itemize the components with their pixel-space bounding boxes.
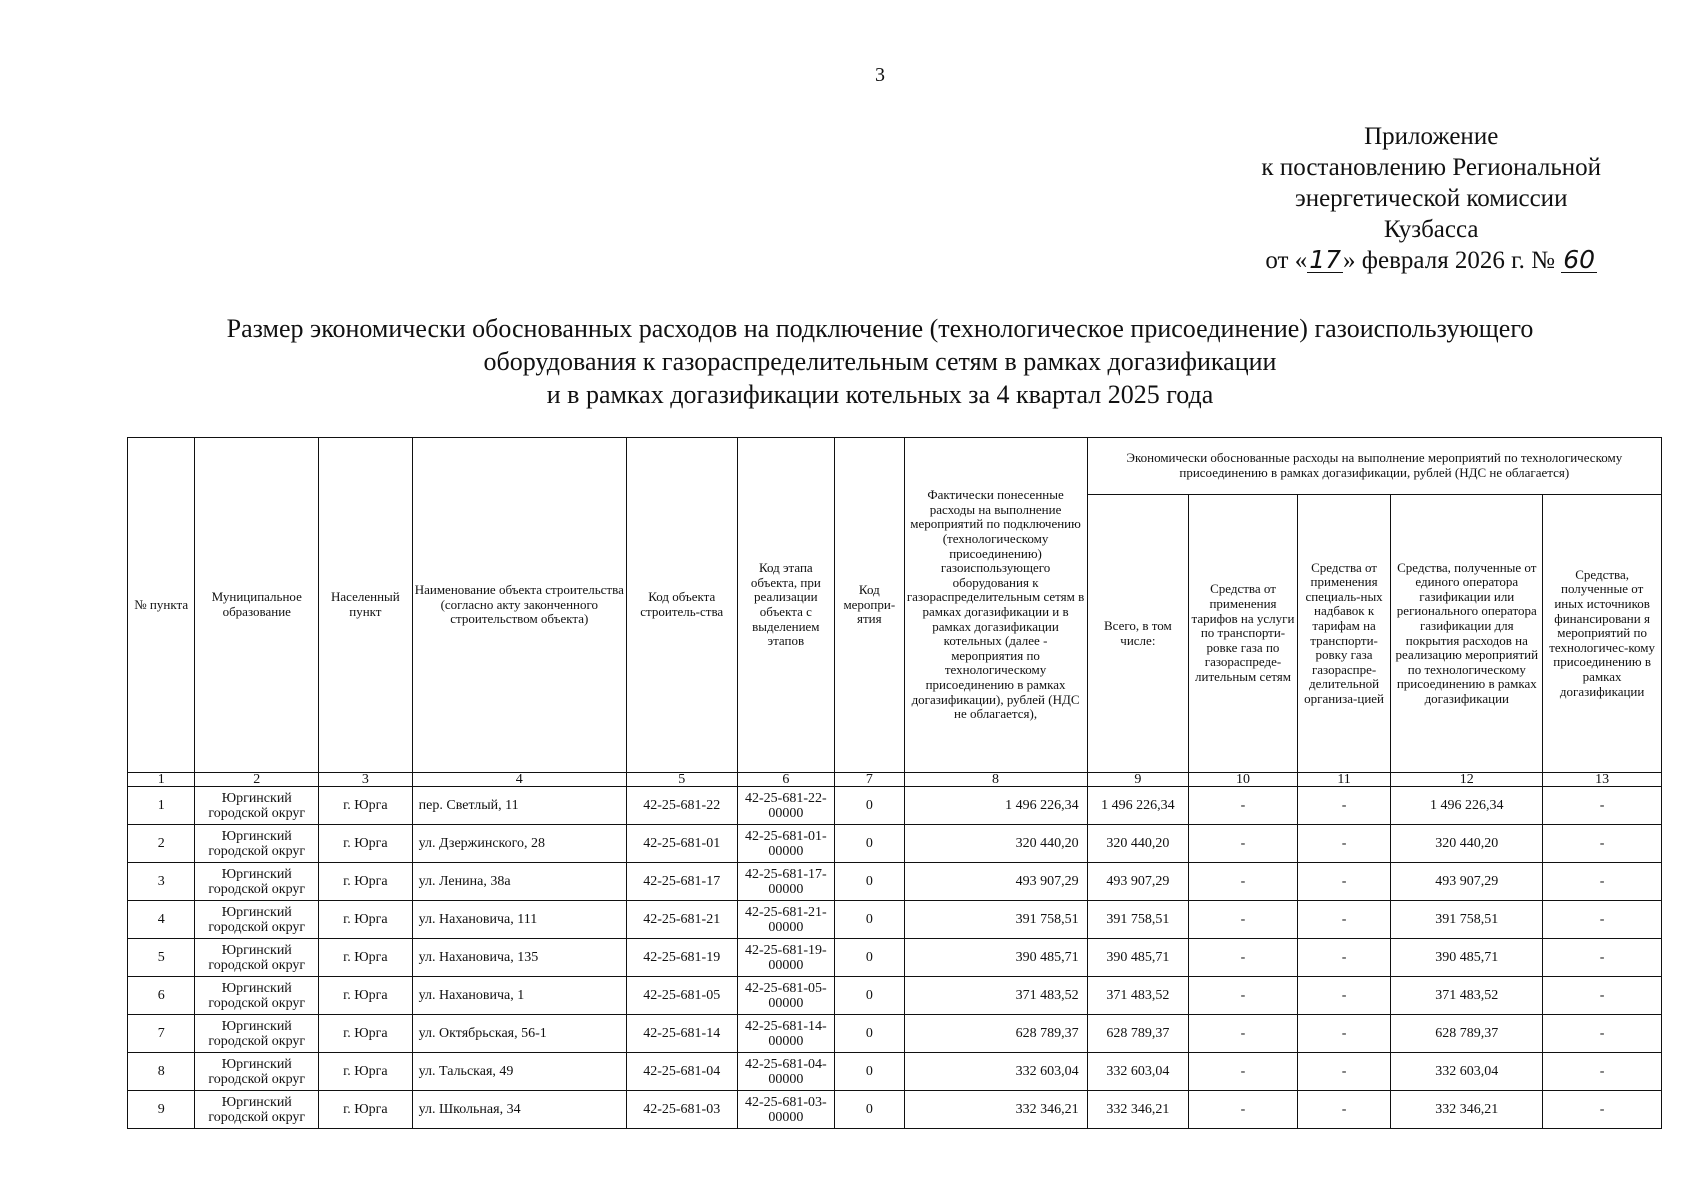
cell-markup-funds: - xyxy=(1297,977,1391,1015)
header-col-3: Населенный пункт xyxy=(319,438,413,773)
cell-object-code: 42-25-681-01 xyxy=(626,825,737,863)
title-line-2: оборудования к газораспределительным сетям в рамках догазификации xyxy=(483,347,1277,376)
cell-other-funds: - xyxy=(1543,939,1662,977)
cell-event-code: 0 xyxy=(835,1053,904,1091)
cell-object-code: 42-25-681-14 xyxy=(626,1015,737,1053)
cell-other-funds: - xyxy=(1543,825,1662,863)
table-row xyxy=(128,1091,1662,1129)
cell-settlement: г. Юрга xyxy=(319,863,413,901)
column-number: 8 xyxy=(904,773,1087,787)
cell-event-code: 0 xyxy=(835,1015,904,1053)
table-row xyxy=(128,787,1662,825)
cell-actual-costs: 390 485,71 xyxy=(904,939,1087,977)
cell-municipality: Юргинский городской округ xyxy=(195,863,319,901)
appendix-line-3: энергетической комиссии xyxy=(1294,185,1568,212)
cell-tariff-funds: - xyxy=(1189,939,1298,977)
cell-event-code: 0 xyxy=(835,825,904,863)
cell-operator-funds: 1 496 226,34 xyxy=(1391,787,1543,825)
header-col-11: Средства от применения специаль-ных надбавок к тарифам на транспорти-ровку газа газораспре-делительной организа-цией xyxy=(1297,495,1391,773)
cell-settlement: г. Юрга xyxy=(319,1053,413,1091)
cell-operator-funds: 628 789,37 xyxy=(1391,1015,1543,1053)
cell-object: ул. Октябрьская, 56-1 xyxy=(412,1015,626,1053)
column-number: 2 xyxy=(195,773,319,787)
cell-markup-funds: - xyxy=(1297,1053,1391,1091)
appendix-date-line xyxy=(1261,245,1601,276)
appendix-block xyxy=(1261,121,1601,276)
cell-operator-funds: 391 758,51 xyxy=(1391,901,1543,939)
cell-actual-costs: 371 483,52 xyxy=(904,977,1087,1015)
table-body xyxy=(128,787,1662,1129)
appendix-line-1: Приложение xyxy=(1364,123,1499,150)
cell-number: 2 xyxy=(128,825,195,863)
cell-object: ул. Школьная, 34 xyxy=(412,1091,626,1129)
header-col-4: Наименование объекта строительства (согласно акту законченного строительством объекта) xyxy=(412,438,626,773)
cell-event-code: 0 xyxy=(835,863,904,901)
cell-number: 4 xyxy=(128,901,195,939)
cell-number: 5 xyxy=(128,939,195,977)
cell-actual-costs: 332 603,04 xyxy=(904,1053,1087,1091)
header-col-7: Код меропри-ятия xyxy=(835,438,904,773)
cell-event-code: 0 xyxy=(835,977,904,1015)
cell-object-code: 42-25-681-03 xyxy=(626,1091,737,1129)
cell-object: ул. Ленина, 38а xyxy=(412,863,626,901)
cell-markup-funds: - xyxy=(1297,787,1391,825)
cell-object: ул. Нахановича, 1 xyxy=(412,977,626,1015)
table-row xyxy=(128,939,1662,977)
cell-total: 332 346,21 xyxy=(1087,1091,1189,1129)
cell-object-code: 42-25-681-17 xyxy=(626,863,737,901)
cell-other-funds: - xyxy=(1543,977,1662,1015)
cell-operator-funds: 332 346,21 xyxy=(1391,1091,1543,1129)
document-title xyxy=(140,312,1620,411)
header-col-10: Средства от применения тарифов на услуги по транспорти-ровке газа по газораспреде-лительным сетям xyxy=(1189,495,1298,773)
cell-tariff-funds: - xyxy=(1189,825,1298,863)
cell-object-code: 42-25-681-05 xyxy=(626,977,737,1015)
cell-actual-costs: 332 346,21 xyxy=(904,1091,1087,1129)
header-col-2: Муниципальное образование xyxy=(195,438,319,773)
handwritten-number: 60 xyxy=(1563,245,1596,274)
table-row xyxy=(128,1053,1662,1091)
cell-total: 1 496 226,34 xyxy=(1087,787,1189,825)
cell-municipality: Юргинский городской округ xyxy=(195,1015,319,1053)
cell-number: 9 xyxy=(128,1091,195,1129)
cell-stage-code: 42-25-681-05-00000 xyxy=(737,977,835,1015)
title-line-1: Размер экономически обоснованных расходов на подключение (технологическое присоединение) газоиспользующего xyxy=(226,314,1534,343)
table-row xyxy=(128,863,1662,901)
cell-total: 332 603,04 xyxy=(1087,1053,1189,1091)
cell-event-code: 0 xyxy=(835,939,904,977)
handwritten-day: 17 xyxy=(1309,245,1342,274)
column-number: 3 xyxy=(319,773,413,787)
cell-tariff-funds: - xyxy=(1189,1053,1298,1091)
cell-object-code: 42-25-681-19 xyxy=(626,939,737,977)
cell-number: 1 xyxy=(128,787,195,825)
cell-actual-costs: 493 907,29 xyxy=(904,863,1087,901)
column-numbers-row xyxy=(128,773,1662,787)
cell-stage-code: 42-25-681-17-00000 xyxy=(737,863,835,901)
cell-object: ул. Нахановича, 111 xyxy=(412,901,626,939)
page-number: 3 xyxy=(875,64,885,86)
cell-settlement: г. Юрга xyxy=(319,1091,413,1129)
title-line-3: и в рамках догазификации котельных за 4 квартал 2025 года xyxy=(546,380,1214,409)
header-group: Экономически обоснованные расходы на выполнение мероприятий по технологическому присоединению в рамках догазификации, рублей (НДС не облагается) xyxy=(1087,438,1661,495)
cell-operator-funds: 332 603,04 xyxy=(1391,1053,1543,1091)
cell-operator-funds: 371 483,52 xyxy=(1391,977,1543,1015)
cell-tariff-funds: - xyxy=(1189,977,1298,1015)
cell-number: 8 xyxy=(128,1053,195,1091)
column-number: 9 xyxy=(1087,773,1189,787)
cell-municipality: Юргинский городской округ xyxy=(195,1053,319,1091)
cell-stage-code: 42-25-681-01-00000 xyxy=(737,825,835,863)
cell-other-funds: - xyxy=(1543,1091,1662,1129)
cell-total: 493 907,29 xyxy=(1087,863,1189,901)
header-col-5: Код объекта строитель-ства xyxy=(626,438,737,773)
cell-municipality: Юргинский городской округ xyxy=(195,939,319,977)
cell-municipality: Юргинский городской округ xyxy=(195,787,319,825)
cell-markup-funds: - xyxy=(1297,825,1391,863)
header-row-1 xyxy=(128,438,1662,495)
cell-total: 320 440,20 xyxy=(1087,825,1189,863)
cell-actual-costs: 391 758,51 xyxy=(904,901,1087,939)
cell-total: 628 789,37 xyxy=(1087,1015,1189,1053)
cell-markup-funds: - xyxy=(1297,863,1391,901)
cell-other-funds: - xyxy=(1543,1015,1662,1053)
cell-other-funds: - xyxy=(1543,787,1662,825)
column-number: 1 xyxy=(128,773,195,787)
header-col-6: Код этапа объекта, при реализации объекта с выделением этапов xyxy=(737,438,835,773)
cell-actual-costs: 320 440,20 xyxy=(904,825,1087,863)
appendix-line-4: Кузбасса xyxy=(1383,216,1479,243)
cell-tariff-funds: - xyxy=(1189,787,1298,825)
cell-municipality: Юргинский городской округ xyxy=(195,901,319,939)
cell-other-funds: - xyxy=(1543,863,1662,901)
cell-object-code: 42-25-681-04 xyxy=(626,1053,737,1091)
cell-stage-code: 42-25-681-21-00000 xyxy=(737,901,835,939)
cell-object: ул. Нахановича, 135 xyxy=(412,939,626,977)
cell-total: 390 485,71 xyxy=(1087,939,1189,977)
cell-municipality: Юргинский городской округ xyxy=(195,1091,319,1129)
header-col-8: Фактически понесенные расходы на выполнение мероприятий по подключению (технологическому присоединению) газоиспользующего оборудования к газораспределительным сетям в рамках догазификации и в рамках догазификации котельных (далее - мероприятия по технологическому присоединению в рамках догазификации), рублей (НДС не облагается), xyxy=(904,438,1087,773)
cell-number: 7 xyxy=(128,1015,195,1053)
table-row xyxy=(128,1015,1662,1053)
header-col-13: Средства, полученные от иных источников финансировани я мероприятий по технологичес-кому присоединению в рамках догазификации xyxy=(1543,495,1662,773)
cell-settlement: г. Юрга xyxy=(319,1015,413,1053)
cell-settlement: г. Юрга xyxy=(319,787,413,825)
cell-stage-code: 42-25-681-14-00000 xyxy=(737,1015,835,1053)
column-number: 13 xyxy=(1543,773,1662,787)
cell-markup-funds: - xyxy=(1297,939,1391,977)
column-number: 10 xyxy=(1189,773,1298,787)
cell-stage-code: 42-25-681-03-00000 xyxy=(737,1091,835,1129)
cell-settlement: г. Юрга xyxy=(319,939,413,977)
header-col-12: Средства, полученные от единого оператора газификации или регионального оператора газификации для покрытия расходов на реализацию мероприятий по технологическому присоединению в рамках догазификации xyxy=(1391,495,1543,773)
column-number: 6 xyxy=(737,773,835,787)
cell-event-code: 0 xyxy=(835,901,904,939)
cell-object: пер. Светлый, 11 xyxy=(412,787,626,825)
column-number: 12 xyxy=(1391,773,1543,787)
cell-total: 391 758,51 xyxy=(1087,901,1189,939)
cell-markup-funds: - xyxy=(1297,1015,1391,1053)
cell-municipality: Юргинский городской округ xyxy=(195,977,319,1015)
cell-stage-code: 42-25-681-04-00000 xyxy=(737,1053,835,1091)
appendix-line-2: к постановлению Региональной xyxy=(1261,154,1601,181)
costs-table xyxy=(127,437,1662,1129)
cell-number: 6 xyxy=(128,977,195,1015)
header-col-9: Всего, в том числе: xyxy=(1087,495,1189,773)
cell-stage-code: 42-25-681-22-00000 xyxy=(737,787,835,825)
column-number: 7 xyxy=(835,773,904,787)
cell-object: ул. Дзержинского, 28 xyxy=(412,825,626,863)
cell-number: 3 xyxy=(128,863,195,901)
cell-stage-code: 42-25-681-19-00000 xyxy=(737,939,835,977)
date-middle: » февраля 2026 г. № xyxy=(1343,247,1555,274)
cell-event-code: 0 xyxy=(835,1091,904,1129)
table-row xyxy=(128,825,1662,863)
cell-markup-funds: - xyxy=(1297,901,1391,939)
cell-other-funds: - xyxy=(1543,901,1662,939)
cell-operator-funds: 493 907,29 xyxy=(1391,863,1543,901)
cell-settlement: г. Юрга xyxy=(319,977,413,1015)
column-number: 4 xyxy=(412,773,626,787)
cell-tariff-funds: - xyxy=(1189,863,1298,901)
cell-operator-funds: 320 440,20 xyxy=(1391,825,1543,863)
cell-tariff-funds: - xyxy=(1189,1015,1298,1053)
cell-actual-costs: 1 496 226,34 xyxy=(904,787,1087,825)
column-number: 5 xyxy=(626,773,737,787)
cell-markup-funds: - xyxy=(1297,1091,1391,1129)
cell-actual-costs: 628 789,37 xyxy=(904,1015,1087,1053)
table-row xyxy=(128,901,1662,939)
cell-object-code: 42-25-681-21 xyxy=(626,901,737,939)
cell-object: ул. Тальская, 49 xyxy=(412,1053,626,1091)
cell-operator-funds: 390 485,71 xyxy=(1391,939,1543,977)
cell-tariff-funds: - xyxy=(1189,1091,1298,1129)
cell-event-code: 0 xyxy=(835,787,904,825)
cell-settlement: г. Юрга xyxy=(319,901,413,939)
date-prefix: от « xyxy=(1265,247,1308,274)
cell-object-code: 42-25-681-22 xyxy=(626,787,737,825)
column-number: 11 xyxy=(1297,773,1391,787)
cell-total: 371 483,52 xyxy=(1087,977,1189,1015)
cell-tariff-funds: - xyxy=(1189,901,1298,939)
cell-settlement: г. Юрга xyxy=(319,825,413,863)
cell-municipality: Юргинский городской округ xyxy=(195,825,319,863)
table-row xyxy=(128,977,1662,1015)
header-col-1: № пункта xyxy=(128,438,195,773)
cell-other-funds: - xyxy=(1543,1053,1662,1091)
